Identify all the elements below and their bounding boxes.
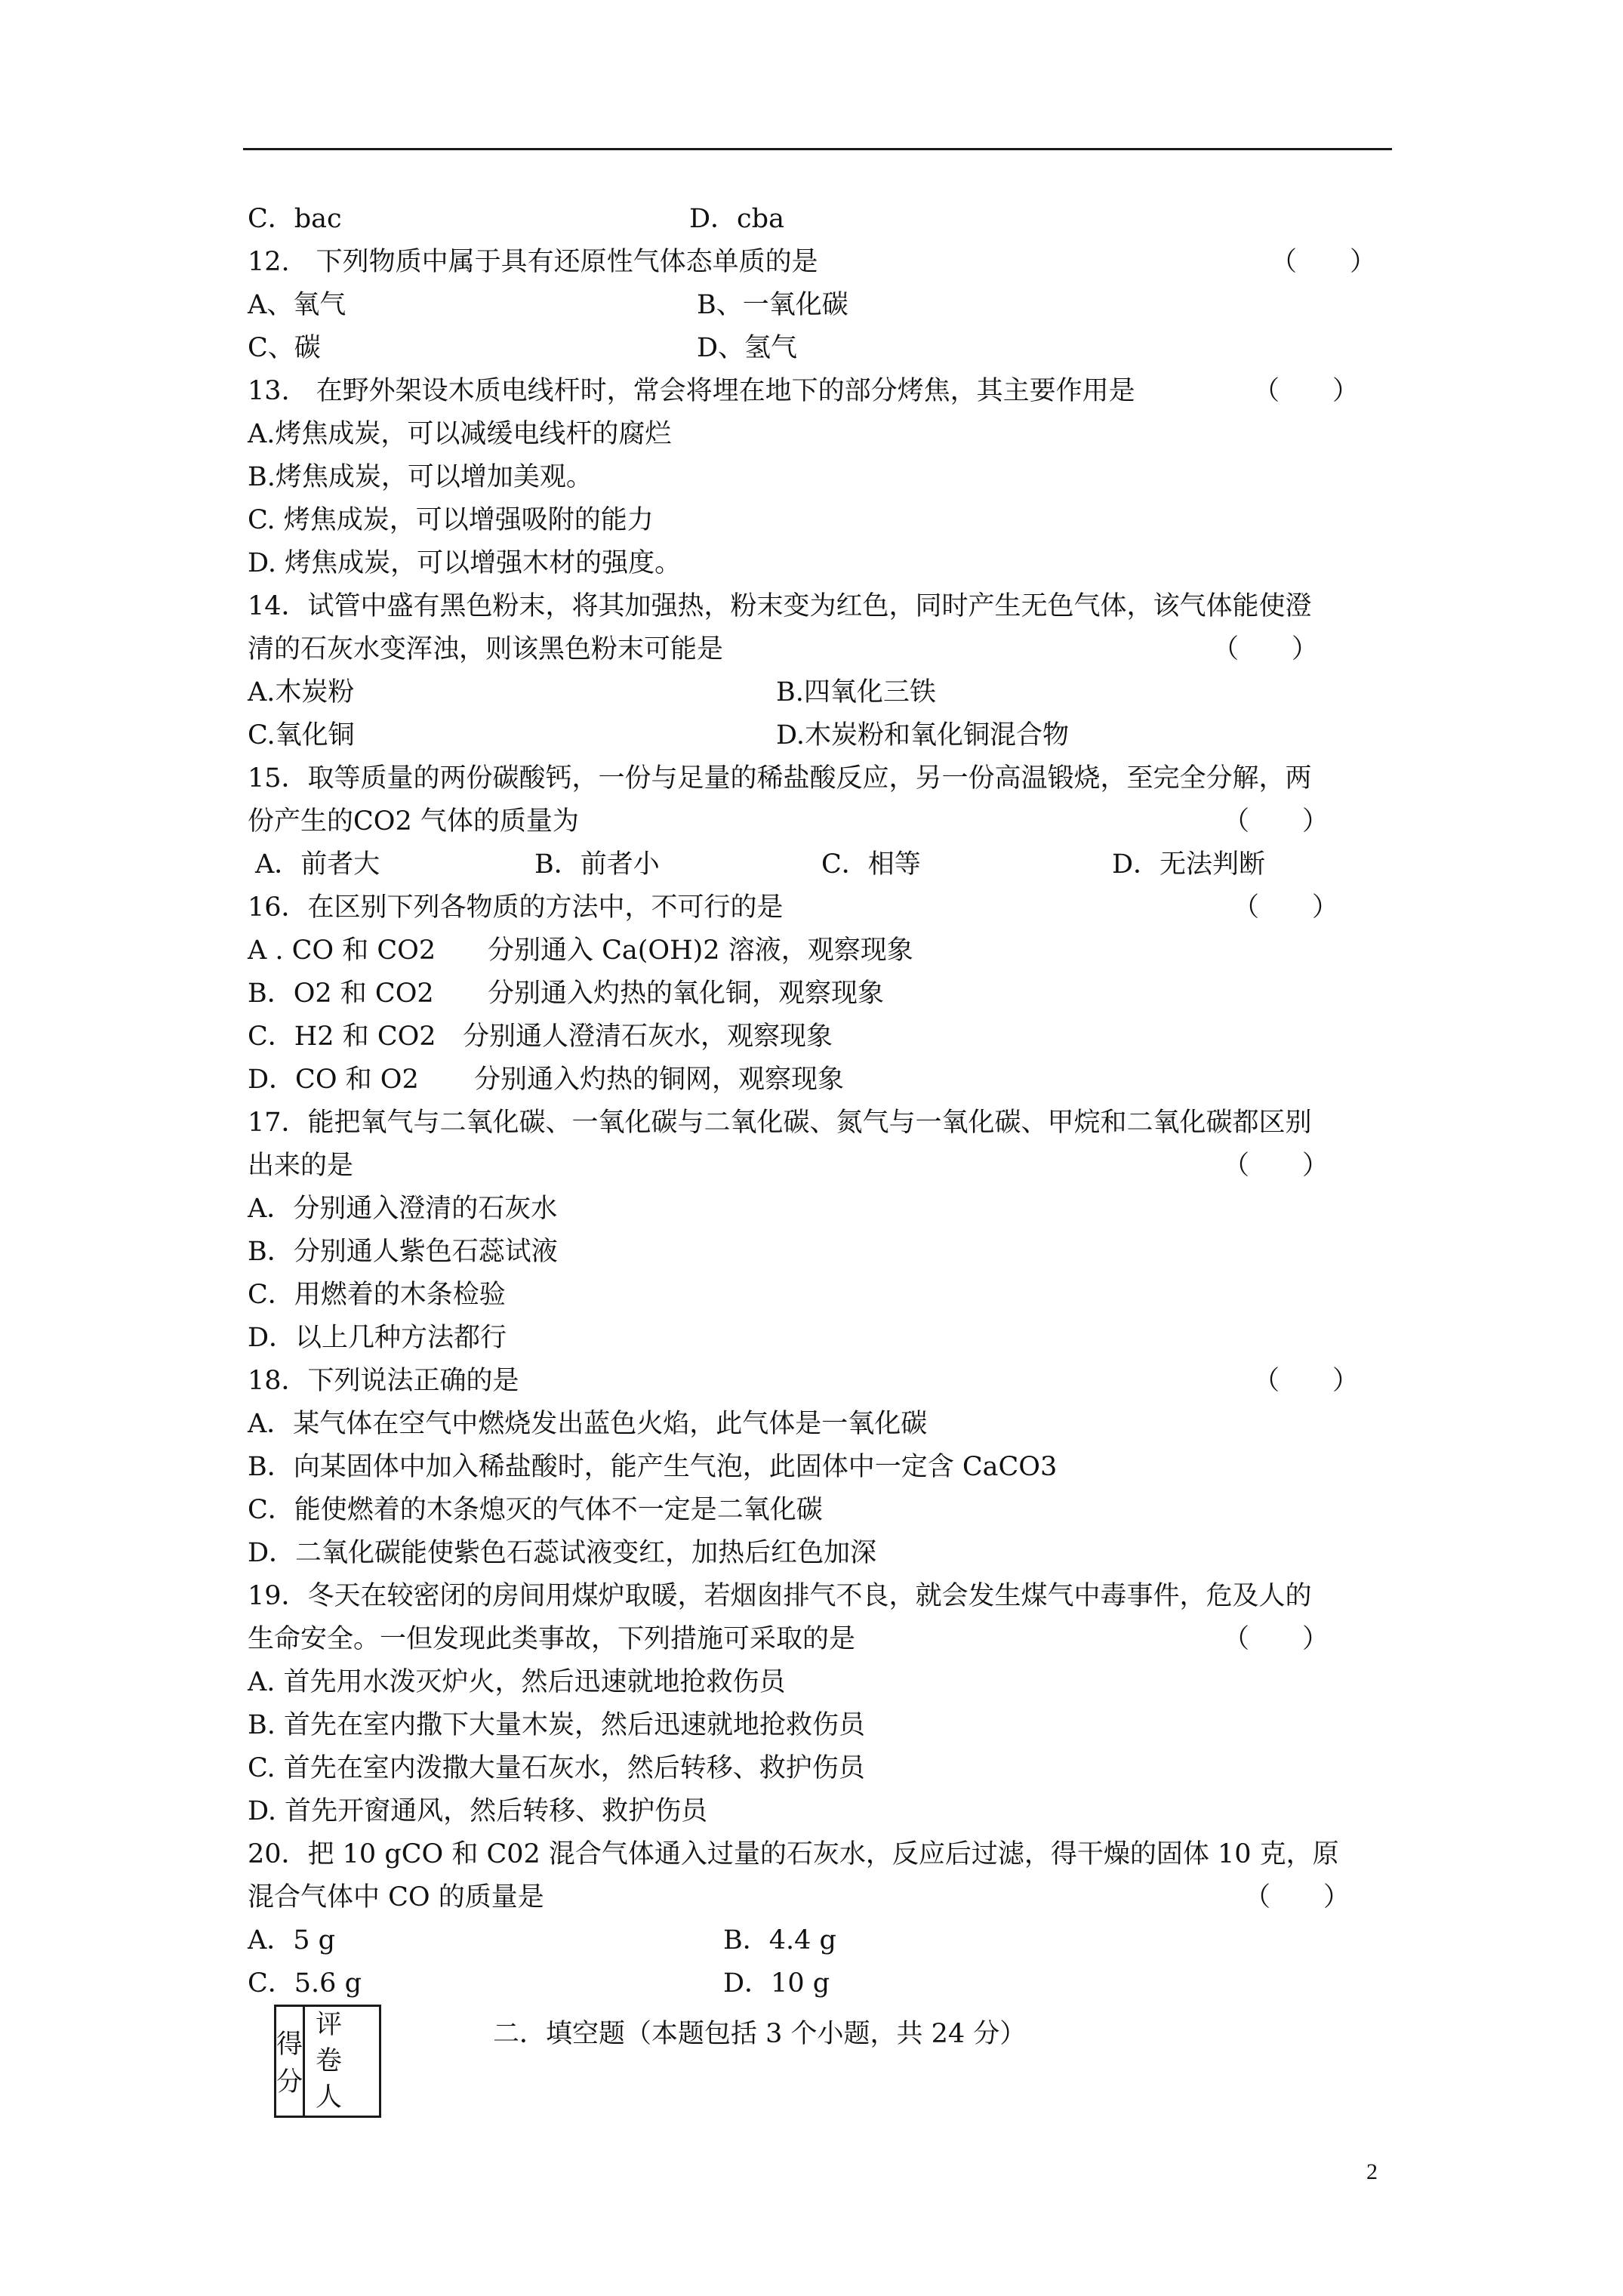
q15-stem-line (248, 800, 1392, 843)
q20-option: B．4.4 g (723, 1925, 836, 1955)
q15-stem-text: 15．取等质量的两份碳酸钙，一份与足量的稀盐酸反应，另一份高温锻烧，至完全分解，两 (248, 763, 1312, 794)
q13-stem-text: 13. 在野外架设木质电线杆时，常会将埋在地下的部分烤焦，其主要作用是 (248, 376, 1135, 406)
q20-answer-blank: （ ） (1244, 1882, 1350, 1912)
q16-option-method: 分别通人澄清石灰水，观察现象 (463, 1022, 833, 1052)
q19-option: C. 首先在室内泼撒大量石灰水，然后转移、救护伤员 (248, 1753, 865, 1783)
q18-answer-blank: （ ） (1253, 1366, 1360, 1396)
q19-stem-text: 生命安全。一但发现此类事故，下列措施可采取的是 (248, 1624, 856, 1654)
q13-option: C. 烤焦成炭，可以增强吸附的能力 (248, 505, 654, 535)
q16-option-gases: C．H2 和 CO2 (248, 1022, 436, 1052)
q17-option: A．分别通入澄清的石灰水 (248, 1194, 558, 1224)
q19-stem-line (248, 1575, 1392, 1618)
q19-option: A. 首先用水泼灭炉火，然后迅速就地抢救伤员 (248, 1667, 786, 1697)
header-rule (243, 148, 1392, 150)
q20-option: C．5.6 g (248, 1968, 362, 1999)
q15-option: B．前者小 (534, 849, 660, 880)
q18-option: A．某气体在空气中燃烧发出蓝色火焰，此气体是一氧化碳 (248, 1409, 928, 1439)
q14-option: A.木炭粉 (248, 677, 355, 707)
q16-option-method: 分别通入 Ca(OH)2 溶液，观察现象 (488, 935, 913, 966)
q14-stem-line (248, 628, 1392, 671)
q16-stem-text: 16．在区别下列各物质的方法中，不可行的是 (248, 892, 784, 923)
q14-stem-line (248, 585, 1392, 628)
q18-stem-line (248, 1360, 1392, 1403)
q17-stem-line (248, 1102, 1392, 1145)
score-label: 得分 (276, 2029, 303, 2097)
q20-stem-line (248, 1876, 1392, 1919)
q15-option-row (248, 843, 1392, 886)
q17-option: C．用燃着的木条检验 (248, 1280, 506, 1310)
grader-cell (304, 2006, 380, 2117)
q14-option-row (248, 671, 1392, 714)
q17-option: D．以上几种方法都行 (248, 1323, 507, 1353)
q14-option-row (248, 714, 1392, 757)
q20-stem-text: 20．把 10 gCO 和 C02 混合气体通入过量的石灰水，反应后过滤，得干燥的固体 10 克，原 (248, 1839, 1339, 1869)
q18-option: D．二氧化碳能使紫色石蕊试液变红，加热后红色加深 (248, 1538, 877, 1568)
q16-option (248, 1015, 1392, 1059)
q14-option: C.氧化铜 (248, 720, 355, 750)
q15-option: C．相等 (821, 849, 921, 880)
q14-stem-text: 14．试管中盛有黑色粉末，将其加强热，粉末变为红色，同时产生无色气体，该气体能使澄 (248, 591, 1312, 621)
q16-option-method: 分别通入灼热的氧化铜，观察现象 (488, 978, 885, 1009)
q16-option (248, 929, 1392, 972)
question-list (248, 198, 1392, 2005)
q19-stem-text: 19．冬天在较密闭的房间用煤炉取暖，若烟囱排气不良，就会发生煤气中毒事件，危及人的 (248, 1581, 1312, 1611)
q13-option: B.烤焦成炭，可以增加美观。 (248, 462, 593, 492)
q12-option: C、碳 (248, 333, 321, 363)
q19-stem-line (248, 1618, 1392, 1661)
section-title: 二．填空题（本题包括 3 个小题，共 24 分） (493, 2019, 1027, 2049)
q15-option: D．无法判断 (1112, 849, 1266, 880)
q16-stem-line (248, 886, 1392, 929)
q13-option: D. 烤焦成炭，可以增强木材的强度。 (248, 548, 682, 578)
q20-stem-line (248, 1833, 1392, 1876)
q14-option: B.四氧化三铁 (776, 677, 936, 707)
q17-stem-text: 出来的是 (248, 1151, 354, 1181)
grader-label-top: 评 卷 (316, 2010, 369, 2076)
q15-answer-blank: （ ） (1223, 806, 1329, 837)
q18-option: B．向某固体中加入稀盐酸时，能产生气泡，此固体中一定含 CaCO3 (248, 1452, 1058, 1482)
q14-answer-blank: （ ） (1212, 634, 1319, 664)
q16-answer-blank: （ ） (1233, 892, 1339, 923)
q16-option-method: 分别通入灼热的铜网，观察现象 (474, 1065, 845, 1095)
q12-option: D、氢气 (697, 333, 798, 363)
q16-option-gases: D．CO 和 O2 (248, 1065, 419, 1095)
score-cell (276, 2006, 304, 2117)
q11-option-c: C．bac (248, 204, 342, 234)
q17-stem-text: 17．能把氧气与二氧化碳、一氧化碳与二氧化碳、氮气与一氧化碳、甲烷和二氧化碳都区别 (248, 1108, 1312, 1138)
q12-option: B、一氧化碳 (697, 290, 848, 320)
q11-options-tail (248, 198, 1392, 241)
q14-option: D.木炭粉和氧化铜混合物 (776, 720, 1069, 750)
q17-stem-line (248, 1145, 1392, 1188)
q18-stem-text: 18．下列说法正确的是 (248, 1366, 519, 1396)
q18-option: C．能使燃着的木条熄灭的气体不一定是二氧化碳 (248, 1495, 823, 1525)
q16-option-gases: A . CO 和 CO2 (248, 935, 436, 966)
q12-option: A、氧气 (248, 290, 346, 320)
q15-option: A．前者大 (255, 849, 380, 880)
q20-option-row (248, 1919, 1392, 1962)
q13-option: A.烤焦成炭，可以减缓电线杆的腐烂 (248, 419, 672, 449)
q19-answer-blank: （ ） (1223, 1624, 1329, 1654)
q16-option (248, 972, 1392, 1015)
q19-option: B. 首先在室内撒下大量木炭，然后迅速就地抢救伤员 (248, 1710, 865, 1740)
score-table (274, 2005, 381, 2118)
q12-option-row (248, 284, 1392, 327)
q16-option (248, 1059, 1392, 1102)
q20-stem-text: 混合气体中 CO 的质量是 (248, 1882, 544, 1912)
q17-option: B．分别通人紫色石蕊试液 (248, 1237, 558, 1267)
q15-stem-text: 份产生的CO2 气体的质量为 (248, 806, 579, 837)
q15-stem-line (248, 757, 1392, 800)
q13-stem-line (248, 370, 1392, 413)
q20-option: A．5 g (248, 1925, 336, 1955)
q12-option-row (248, 327, 1392, 370)
q20-option: D．10 g (723, 1968, 830, 1999)
q14-stem-text: 清的石灰水变浑浊，则该黑色粉末可能是 (248, 634, 724, 664)
q13-answer-blank: （ ） (1253, 376, 1360, 406)
q17-answer-blank: （ ） (1223, 1151, 1329, 1181)
q11-option-d: D．cba (689, 204, 784, 234)
grader-label-bottom: 人 (316, 2082, 343, 2113)
page-number: 2 (1366, 2159, 1378, 2184)
q20-option-row (248, 1962, 1392, 2005)
q12-stem-text: 12. 下列物质中属于具有还原性气体态单质的是 (248, 247, 818, 277)
q12-stem-line (248, 241, 1392, 284)
q12-answer-blank: （ ） (1270, 247, 1377, 277)
q19-option: D. 首先开窗通风，然后转移、救护伤员 (248, 1796, 708, 1826)
q16-option-gases: B．O2 和 CO2 (248, 978, 434, 1009)
